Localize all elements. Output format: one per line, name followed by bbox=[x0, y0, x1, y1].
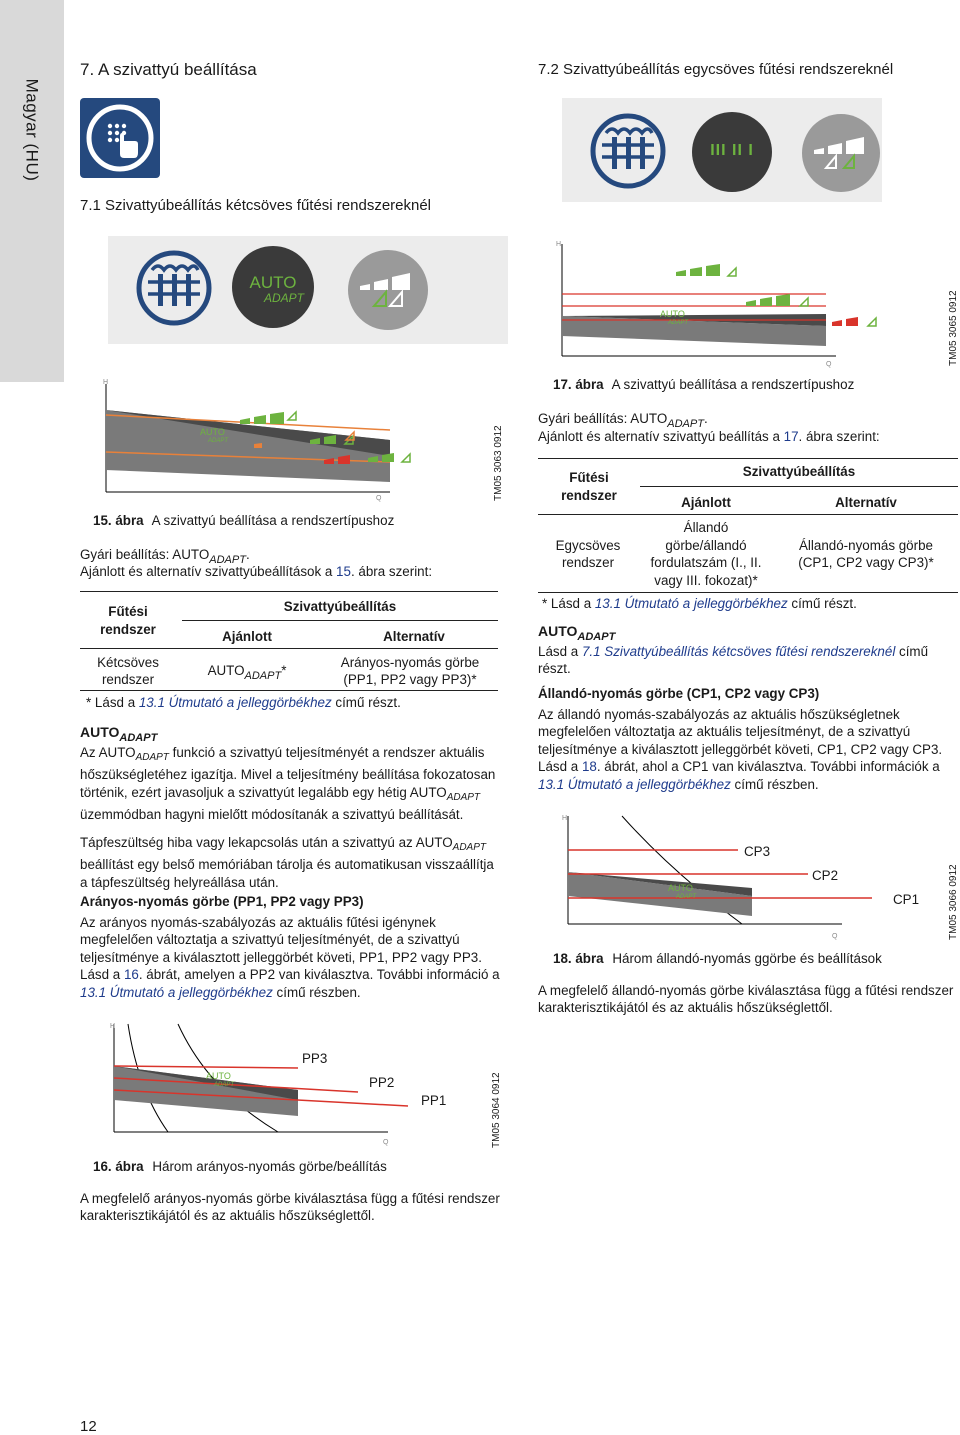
fig17-axis-q: Q bbox=[826, 361, 832, 368]
pp-final-paragraph: A megfelelő arányos-nyomás görbe kiválasztása függ a fűtési rendszer karakterisztikájától és az aktuális hőszükséglettől. bbox=[80, 1191, 500, 1224]
autoadapt-paragraph: Az $AUTO_{ADAPT}$ funkció a szivattyú teljesítményét a rendszer aktuális hőszükségletéhez igazítja. Mivel a teljesítmény beállítása fokozatosan történik, ezért javasoljuk a szivattyút legalább egy hétig $AUTO_{ADAPT}$ üzemmódban hagyni mielőtt módosítanák a szivattyú beállítását. bbox=[80, 745, 496, 823]
footnote-left: * Lásd a bbox=[86, 695, 139, 710]
fig15-caption: A szivattyú beállítása a rendszertípushoz bbox=[151, 513, 395, 528]
table-right-row-system: Egycsöves rendszer bbox=[555, 538, 621, 570]
table-right-header-system: Fűtési rendszer bbox=[561, 470, 617, 503]
curve-settings-icon-right bbox=[800, 112, 882, 194]
fig16-caption: Három arányos-nyomás görbe/beállítás bbox=[152, 1159, 387, 1174]
fig17-axis-h: H bbox=[556, 241, 562, 248]
fig18-axis-h: H bbox=[562, 815, 568, 822]
table-left-header-system: Fűtési rendszer bbox=[100, 604, 156, 637]
table-left-row-alt: Arányos-nyomás görbe (PP1, PP2 vagy PP3)* bbox=[340, 655, 480, 687]
recommendation-right: Ajánlott és alternatív szivattyú beállítás a bbox=[538, 429, 784, 444]
cp-final-paragraph: A megfelelő állandó-nyomás görbe kiválasztása függ a fűtési rendszer karakterisztikájától és az aktuális hőszükséglettől. bbox=[538, 983, 954, 1016]
footnote-left-link[interactable]: 13.1 Útmutató a jelleggörbékhez bbox=[138, 695, 332, 710]
figure-17-link[interactable]: 17 bbox=[783, 429, 799, 444]
footnote-right: * Lásd a bbox=[542, 596, 595, 611]
fig16-pp3-label: PP3 bbox=[302, 1051, 328, 1066]
fig16-axis-q: Q bbox=[383, 1139, 389, 1146]
table-left-row-system: Kétcsöves rendszer bbox=[97, 655, 159, 687]
table-left-row-rec: $AUTO_{ADAPT}*$ bbox=[207, 663, 287, 682]
fig16-axis-h: H bbox=[110, 1023, 116, 1030]
table-right-header-group: Szivattyúbeállítás bbox=[742, 464, 856, 479]
autoadapt-heading-right: $AUTO_{ADAPT}$ bbox=[538, 623, 616, 643]
table-right-header-rec: Ajánlott bbox=[681, 495, 731, 510]
heating-system-icon-right bbox=[588, 111, 668, 191]
page-number: 12 bbox=[80, 1418, 97, 1435]
fig17-code: TM05 3065 0912 bbox=[948, 290, 959, 366]
table-right-row-rec: Állandó görbe/állandó fordulatszám (I., II. vagy III. fokozat)* bbox=[650, 520, 762, 588]
pp-paragraph: Az arányos nyomás-szabályozás az aktuális fűtési igénynek megfelelően változtatja a szivattyú teljesítményét, de a szivattyú teljesítménye a kiválasztott jelleggörbét követi, PP1, PP2 vagy PP3. Lásd a 16. ábrát, amelyen a PP2 van kiválasztva. További információ a 13.1 Útmutató a jelleggörbékhez című részben. bbox=[80, 915, 500, 1000]
factory-setting-left: Gyári beállítás: AUTO bbox=[80, 547, 210, 562]
fig16-adapt-label: ADAPT bbox=[214, 1082, 235, 1088]
fig16-code: TM05 3064 0912 bbox=[491, 1072, 502, 1148]
language-label: Magyar (HU) bbox=[22, 78, 42, 182]
cp-heading: Állandó-nyomás görbe (CP1, CP2 vagy CP3) bbox=[538, 686, 820, 701]
fig18-cp1-label: CP1 bbox=[893, 892, 920, 907]
speed-levels-label: III II I bbox=[710, 142, 754, 159]
table-left-header-alt: Alternatív bbox=[383, 629, 445, 644]
table-right-row-alt: Állandó-nyomás görbe (CP1, CP2 vagy CP3)* bbox=[798, 538, 934, 570]
figure-16-chart bbox=[108, 1020, 488, 1150]
heating-system-icon bbox=[134, 248, 214, 328]
settings-button-icon bbox=[80, 98, 160, 178]
fig17-adapt-label: ADAPT bbox=[668, 320, 689, 326]
fig16-pp1-label: PP1 bbox=[421, 1093, 447, 1108]
recommendation-left: Ajánlott és alternatív szivattyúbeállítások a bbox=[80, 564, 337, 579]
figure-18-chart bbox=[562, 812, 942, 942]
figure-15-chart bbox=[100, 372, 490, 502]
fig15-axis-h: H bbox=[103, 379, 109, 386]
fig15-auto-label: AUTO bbox=[200, 427, 225, 437]
fig18-cp2-label: CP2 bbox=[812, 868, 839, 883]
fig18-cp3-label: CP3 bbox=[744, 844, 771, 859]
autoadapt-icon-adapt: ADAPT bbox=[263, 291, 304, 305]
fig18-code: TM05 3066 0912 bbox=[948, 864, 959, 940]
fig17-caption: A szivattyú beállítása a rendszertípushoz bbox=[611, 377, 855, 392]
factory-setting-right: Gyári beállítás: AUTO bbox=[538, 411, 668, 426]
autoadapt-heading-left: $AUTO_{ADAPT}$ bbox=[80, 724, 158, 744]
subsection-title-7-2: 7.2 Szivattyúbeállítás egycsöves fűtési rendszereknél bbox=[538, 61, 894, 78]
fig15-number: 15. ábra bbox=[93, 513, 144, 528]
fig18-axis-q: Q bbox=[832, 933, 838, 940]
table-right-header-alt: Alternatív bbox=[835, 495, 897, 510]
subsection-title-7-1: 7.1 Szivattyúbeállítás kétcsöves fűtési rendszereknél bbox=[80, 197, 432, 214]
figure-15-link[interactable]: 15 bbox=[336, 564, 351, 579]
fig17-number: 17. ábra bbox=[553, 377, 604, 392]
table-left-header-group: Szivattyúbeállítás bbox=[283, 599, 397, 614]
pp-guide-link[interactable]: 13.1 Útmutató a jelleggörbékhez bbox=[80, 984, 273, 1000]
section-7-1-link[interactable]: 7.1 Szivattyúbeállítás kétcsöves fűtési rendszereknél bbox=[581, 644, 896, 659]
figure-18-link[interactable]: 18 bbox=[581, 759, 597, 775]
autoadapt-icon-auto: AUTO bbox=[249, 273, 297, 292]
pp-heading: Arányos-nyomás görbe (PP1, PP2 vagy PP3) bbox=[80, 894, 364, 909]
fig18-caption: Három állandó-nyomás ggörbe és beállítások bbox=[612, 951, 882, 966]
fig16-pp2-label: PP2 bbox=[369, 1075, 395, 1090]
see-section-right: Lásd a bbox=[538, 644, 582, 659]
fig16-auto-label: AUTO bbox=[206, 1071, 231, 1081]
section-title: 7. A szivattyú beállítása bbox=[80, 60, 257, 79]
fig15-axis-q: Q bbox=[376, 495, 382, 502]
fig16-number: 16. ábra bbox=[93, 1159, 144, 1174]
fig18-number: 18. ábra bbox=[553, 951, 604, 966]
fig15-code: TM05 3063 0912 bbox=[493, 425, 504, 501]
power-failure-paragraph: Tápfeszültség hiba vagy lekapcsolás után a szivattyú az $AUTO_{ADAPT}$ beállítást egy belső memóriában tárolja és automatikusan visszaállítja a tápfeszültség helyreállása után. bbox=[80, 835, 494, 890]
cp-guide-link[interactable]: 13.1 Útmutató a jelleggörbékhez bbox=[538, 776, 731, 792]
figure-17-chart bbox=[556, 234, 896, 364]
fig17-auto-label: AUTO bbox=[660, 309, 685, 319]
fig18-auto-label: AUTO bbox=[668, 883, 693, 893]
table-left-header-rec: Ajánlott bbox=[222, 629, 272, 644]
fig18-adapt-label: ADAPT bbox=[676, 894, 697, 900]
cp-paragraph: Az állandó nyomás-szabályozás az aktuális hőszükségletnek megfelelően változtatja az aktuális teljesítményt, de a szivattyú teljesítménye a kiválasztott jelleggörbét követi, CP1, CP2 vagy CP3. Lásd a 18. ábrát, ahol a CP1 van kiválasztva. További információk a 13.1 Útmutató a jelleggörbékhez című részben. bbox=[538, 707, 943, 792]
figure-16-link[interactable]: 16 bbox=[123, 967, 139, 983]
footnote-right-link[interactable]: 13.1 Útmutató a jelleggörbékhez bbox=[594, 596, 788, 611]
fig15-adapt-label: ADAPT bbox=[208, 438, 229, 444]
curve-settings-icon bbox=[346, 248, 430, 332]
